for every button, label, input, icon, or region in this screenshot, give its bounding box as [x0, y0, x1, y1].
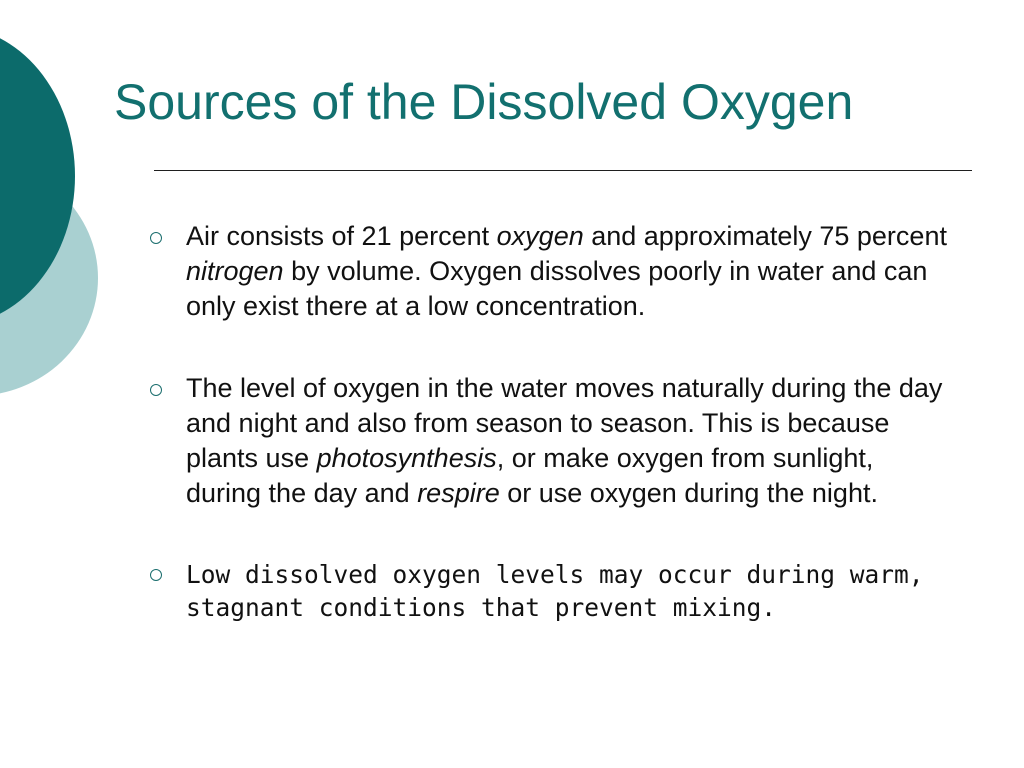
term-photosynthesis: photosynthesis [316, 443, 497, 473]
title-divider [154, 170, 972, 171]
bullet-text: Air consists of 21 percent oxygen and approximately 75 percent nitrogen by volume. Oxygen dissolves poorly in water and can only exist there at a low concentration. [186, 221, 947, 321]
bullet-circle-icon [150, 384, 162, 396]
term-respire: respire [417, 478, 500, 508]
bullet-circle-icon [150, 569, 162, 581]
bullet-list [148, 219, 954, 624]
bullet-text: The level of oxygen in the water moves naturally during the day and night and also from season to season. This is because plants use photosynthesis, or make oxygen from sunlight, during the day and respire or use oxygen during the night. [186, 373, 943, 508]
bullet-item-oxygen-cycle [148, 371, 954, 511]
term-nitrogen: nitrogen [186, 256, 284, 286]
bullet-item-air-composition [148, 219, 954, 324]
term-oxygen: oxygen [496, 221, 584, 251]
bullet-circle-icon [150, 232, 162, 244]
bullet-text: Low dissolved oxygen levels may occur during warm, stagnant conditions that prevent mixing. [186, 560, 924, 622]
bullet-item-low-oxygen [148, 558, 954, 624]
slide-title: Sources of the Dissolved Oxygen [114, 74, 854, 130]
